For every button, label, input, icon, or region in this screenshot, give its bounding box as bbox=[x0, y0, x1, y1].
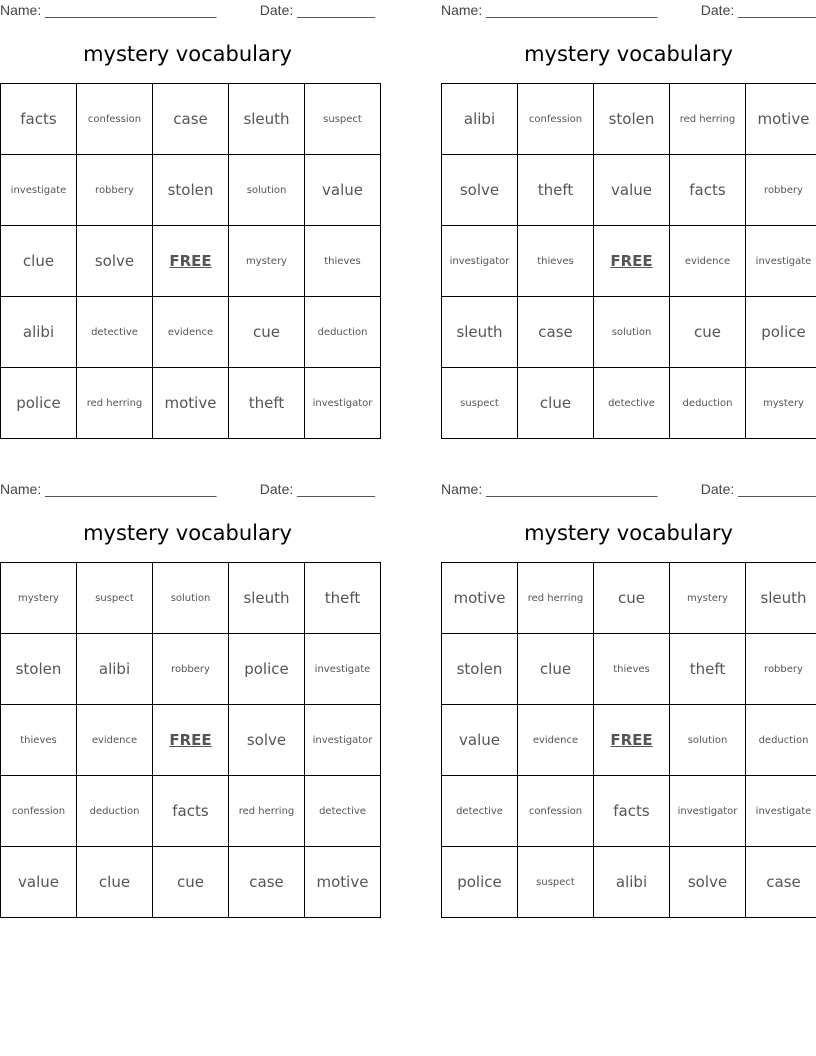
grid-cell: motive bbox=[442, 563, 518, 634]
grid-row bbox=[442, 84, 816, 155]
free-space: FREE bbox=[153, 226, 229, 297]
grid-cell: value bbox=[305, 155, 381, 226]
grid-cell: solution bbox=[229, 155, 305, 226]
bingo-card bbox=[441, 0, 816, 412]
grid-row bbox=[1, 776, 381, 847]
grid-cell: thieves bbox=[1, 705, 77, 776]
name-field-label: Name: ______________________ bbox=[441, 2, 658, 18]
grid-cell: investigator bbox=[305, 368, 381, 439]
grid-cell: sleuth bbox=[442, 297, 518, 368]
grid-cell: sleuth bbox=[229, 84, 305, 155]
grid-cell: evidence bbox=[153, 297, 229, 368]
grid-row bbox=[1, 563, 381, 634]
grid-cell: clue bbox=[518, 368, 594, 439]
grid-cell: robbery bbox=[746, 155, 816, 226]
grid-cell: facts bbox=[153, 776, 229, 847]
grid-cell: clue bbox=[1, 226, 77, 297]
bingo-card bbox=[0, 0, 375, 412]
grid-cell: investigator bbox=[305, 705, 381, 776]
grid-cell: motive bbox=[746, 84, 816, 155]
name-field-label: Name: ______________________ bbox=[441, 481, 658, 497]
grid-cell: deduction bbox=[670, 368, 746, 439]
bingo-card bbox=[441, 479, 816, 891]
grid-cell: confession bbox=[1, 776, 77, 847]
grid-cell: motive bbox=[153, 368, 229, 439]
grid-cell: red herring bbox=[518, 563, 594, 634]
grid-cell: solution bbox=[153, 563, 229, 634]
date-field-label: Date: __________ bbox=[259, 2, 375, 18]
card-title: mystery vocabulary bbox=[83, 521, 292, 545]
grid-cell: evidence bbox=[518, 705, 594, 776]
grid-row bbox=[442, 155, 816, 226]
date-field-label: Date: __________ bbox=[700, 2, 816, 18]
grid-cell: suspect bbox=[305, 84, 381, 155]
grid-cell: investigate bbox=[746, 776, 816, 847]
grid-cell: thieves bbox=[305, 226, 381, 297]
grid-cell: robbery bbox=[77, 155, 153, 226]
grid-cell: theft bbox=[229, 368, 305, 439]
grid-cell: mystery bbox=[746, 368, 816, 439]
grid-cell: stolen bbox=[1, 634, 77, 705]
free-space: FREE bbox=[594, 226, 670, 297]
grid-cell: theft bbox=[670, 634, 746, 705]
grid-cell: solve bbox=[442, 155, 518, 226]
grid-cell: theft bbox=[305, 563, 381, 634]
grid-row bbox=[1, 705, 381, 776]
grid-row bbox=[442, 705, 816, 776]
grid-cell: facts bbox=[670, 155, 746, 226]
grid-row bbox=[1, 155, 381, 226]
grid-cell: alibi bbox=[594, 847, 670, 918]
grid-cell: solve bbox=[77, 226, 153, 297]
grid-cell: case bbox=[229, 847, 305, 918]
grid-cell: confession bbox=[77, 84, 153, 155]
card-title: mystery vocabulary bbox=[83, 42, 292, 66]
grid-cell: confession bbox=[518, 84, 594, 155]
date-field-label: Date: __________ bbox=[259, 481, 375, 497]
grid-cell: red herring bbox=[77, 368, 153, 439]
grid-row bbox=[1, 368, 381, 439]
grid-cell: detective bbox=[77, 297, 153, 368]
grid-cell: deduction bbox=[305, 297, 381, 368]
free-space: FREE bbox=[153, 705, 229, 776]
grid-row bbox=[442, 297, 816, 368]
grid-cell: mystery bbox=[1, 563, 77, 634]
grid-cell: value bbox=[442, 705, 518, 776]
grid-cell: police bbox=[229, 634, 305, 705]
grid-cell: cue bbox=[153, 847, 229, 918]
grid-cell: alibi bbox=[77, 634, 153, 705]
grid-cell: mystery bbox=[229, 226, 305, 297]
grid-cell: theft bbox=[518, 155, 594, 226]
grid-cell: detective bbox=[305, 776, 381, 847]
bingo-grid bbox=[441, 562, 816, 918]
grid-cell: clue bbox=[77, 847, 153, 918]
grid-cell: mystery bbox=[670, 563, 746, 634]
grid-cell: evidence bbox=[670, 226, 746, 297]
bingo-grid bbox=[0, 83, 381, 439]
grid-cell: thieves bbox=[518, 226, 594, 297]
grid-cell: solve bbox=[670, 847, 746, 918]
card-title: mystery vocabulary bbox=[524, 521, 733, 545]
grid-row bbox=[1, 297, 381, 368]
grid-row bbox=[442, 847, 816, 918]
bingo-grid bbox=[0, 562, 381, 918]
grid-row bbox=[1, 847, 381, 918]
grid-cell: case bbox=[746, 847, 816, 918]
date-field-label: Date: __________ bbox=[700, 481, 816, 497]
grid-cell: red herring bbox=[229, 776, 305, 847]
bingo-grid bbox=[441, 83, 816, 439]
grid-cell: motive bbox=[305, 847, 381, 918]
grid-cell: robbery bbox=[153, 634, 229, 705]
grid-cell: investigator bbox=[670, 776, 746, 847]
grid-cell: case bbox=[518, 297, 594, 368]
grid-cell: sleuth bbox=[746, 563, 816, 634]
grid-cell: suspect bbox=[442, 368, 518, 439]
card-header bbox=[0, 479, 375, 501]
bingo-card bbox=[0, 479, 375, 891]
grid-row bbox=[1, 84, 381, 155]
card-header bbox=[441, 0, 816, 22]
grid-row bbox=[1, 226, 381, 297]
grid-cell: alibi bbox=[442, 84, 518, 155]
grid-row bbox=[1, 634, 381, 705]
grid-cell: detective bbox=[594, 368, 670, 439]
card-title: mystery vocabulary bbox=[524, 42, 733, 66]
grid-row bbox=[442, 776, 816, 847]
grid-cell: investigate bbox=[305, 634, 381, 705]
grid-cell: stolen bbox=[153, 155, 229, 226]
grid-cell: police bbox=[746, 297, 816, 368]
grid-cell: suspect bbox=[518, 847, 594, 918]
card-header bbox=[441, 479, 816, 501]
free-space: FREE bbox=[594, 705, 670, 776]
grid-cell: robbery bbox=[746, 634, 816, 705]
grid-cell: facts bbox=[1, 84, 77, 155]
grid-cell: stolen bbox=[594, 84, 670, 155]
grid-cell: sleuth bbox=[229, 563, 305, 634]
grid-cell: suspect bbox=[77, 563, 153, 634]
grid-cell: cue bbox=[594, 563, 670, 634]
grid-cell: deduction bbox=[77, 776, 153, 847]
grid-cell: police bbox=[442, 847, 518, 918]
name-field-label: Name: ______________________ bbox=[0, 481, 217, 497]
grid-cell: cue bbox=[670, 297, 746, 368]
grid-cell: police bbox=[1, 368, 77, 439]
grid-row bbox=[442, 368, 816, 439]
grid-cell: case bbox=[153, 84, 229, 155]
grid-cell: confession bbox=[518, 776, 594, 847]
grid-cell: deduction bbox=[746, 705, 816, 776]
grid-cell: investigate bbox=[746, 226, 816, 297]
grid-cell: solution bbox=[670, 705, 746, 776]
grid-cell: alibi bbox=[1, 297, 77, 368]
grid-cell: evidence bbox=[77, 705, 153, 776]
grid-cell: cue bbox=[229, 297, 305, 368]
grid-cell: thieves bbox=[594, 634, 670, 705]
name-field-label: Name: ______________________ bbox=[0, 2, 217, 18]
grid-cell: value bbox=[1, 847, 77, 918]
grid-cell: clue bbox=[518, 634, 594, 705]
grid-cell: solve bbox=[229, 705, 305, 776]
grid-cell: value bbox=[594, 155, 670, 226]
grid-row bbox=[442, 634, 816, 705]
grid-row bbox=[442, 226, 816, 297]
grid-cell: investigator bbox=[442, 226, 518, 297]
grid-cell: detective bbox=[442, 776, 518, 847]
grid-cell: solution bbox=[594, 297, 670, 368]
grid-cell: stolen bbox=[442, 634, 518, 705]
grid-row bbox=[442, 563, 816, 634]
grid-cell: facts bbox=[594, 776, 670, 847]
grid-cell: red herring bbox=[670, 84, 746, 155]
card-header bbox=[0, 0, 375, 22]
grid-cell: investigate bbox=[1, 155, 77, 226]
